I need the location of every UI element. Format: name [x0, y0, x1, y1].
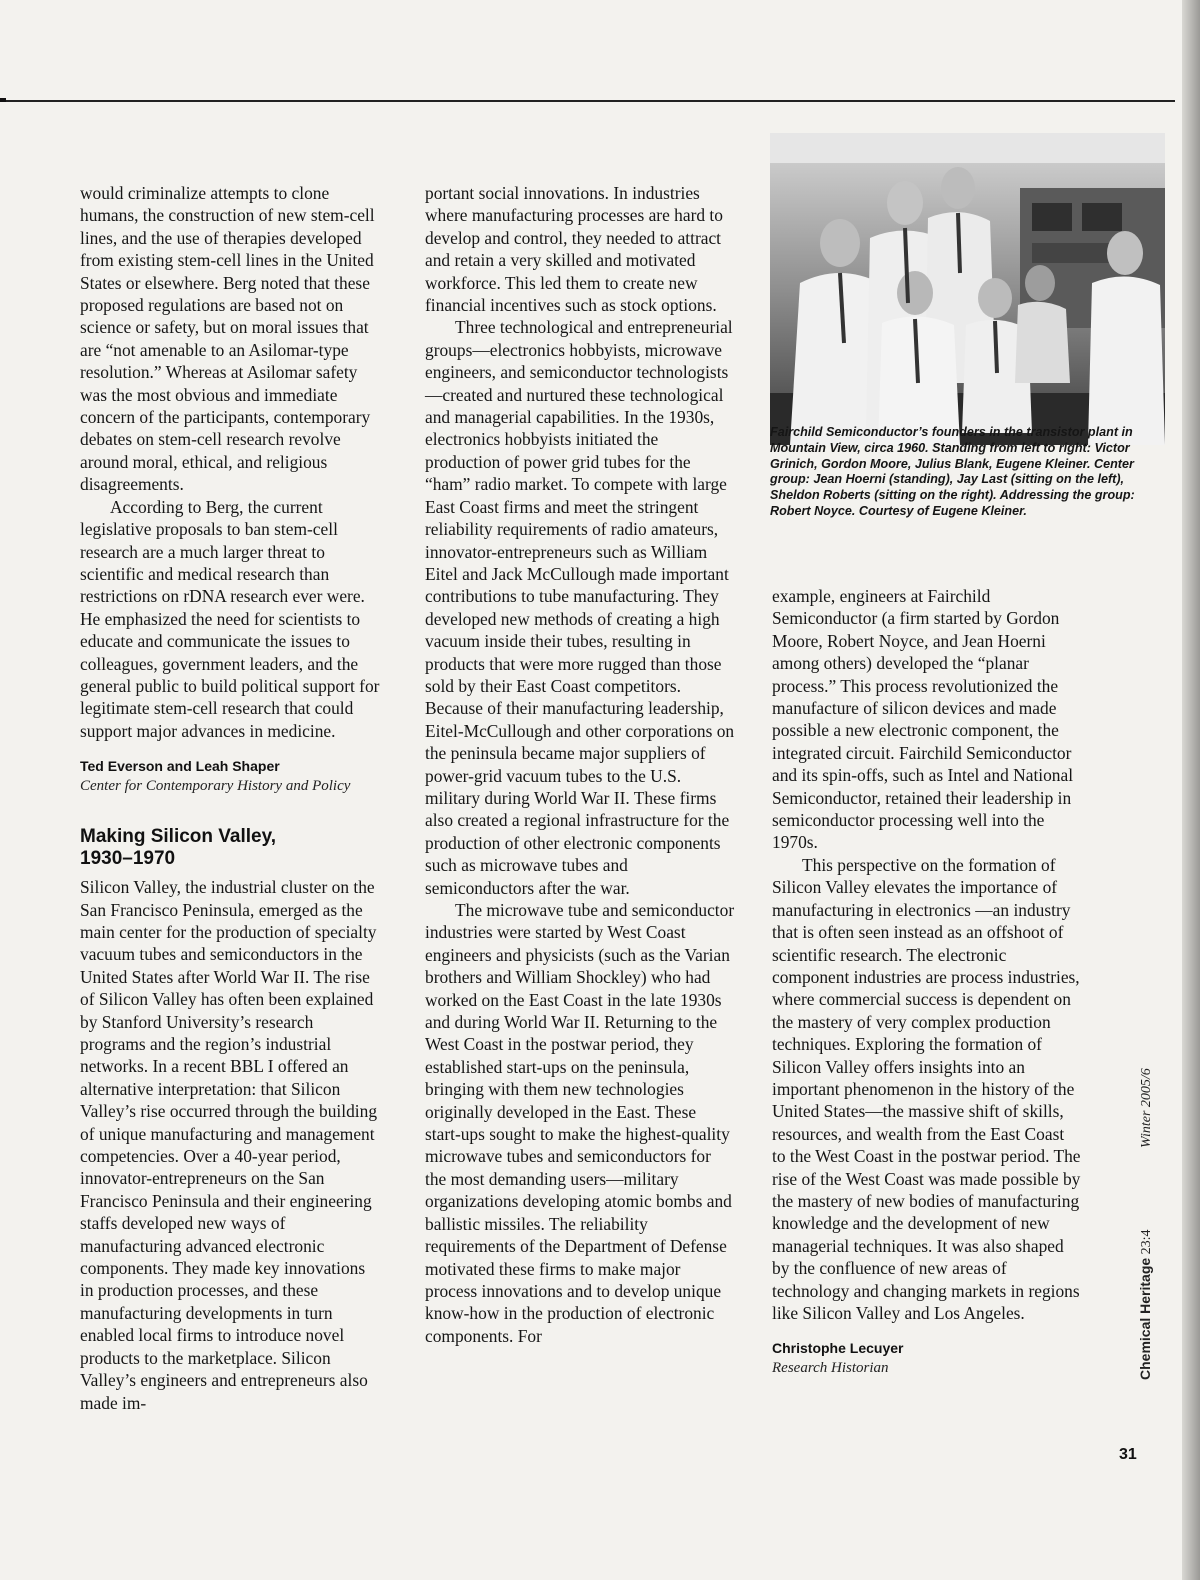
author-affiliation: Research Historian — [772, 1360, 889, 1377]
column-1 — [80, 182, 380, 1414]
header-rule — [0, 100, 1175, 102]
photo-caption: Fairchild Semiconductor’s founders in the transistor plant in Mountain View, circa 1960. Standing from left to right: Victor Grinich, Gordon Moore, Julius Blank, Eugene Kleiner. Center group: Jean Hoerni (standing), Jay Last (sitting on the left), Sheldon Roberts (sitting on the right). Addressing the group: Robert Noyce. Courtesy of Eugene Kleiner. — [770, 425, 1135, 518]
author-byline: Christophe Lecuyer — [772, 1340, 904, 1357]
paragraph: portant social innovations. In industries where manufacturing processes are hard to develop and control, they needed to attract and retain a very skilled and motivated workforce. This led them to create new financial incentives such as stock options. — [425, 183, 723, 316]
section-heading — [80, 826, 380, 870]
paragraph: The microwave tube and semiconductor industries were started by West Coast engineers and physicists (such as the Varian brothers and William Shockley) who had worked on the East Coast in the late 1930s and during World War II. Returning to the West Coast in the postwar period, they established start-ups on the peninsula, bringing with them new technologies originally developed in the East. These start-ups sought to make the highest-quality microwave tubes and semiconductors for the most demanding users—military organizations developing atomic bombs and ballistic missiles. The reliability requirements of the Department of Defense motivated these firms to make major process innovations and to develop unique know-how in the production of electronic components. For — [425, 900, 735, 1346]
column-3 — [772, 585, 1082, 1378]
author-affiliation: Center for Contemporary History and Policy — [80, 778, 351, 795]
page-number: 31 — [1119, 1446, 1137, 1463]
journal-issue: 23:4 — [1139, 1229, 1154, 1255]
photo-illustration — [770, 133, 1165, 445]
paragraph: This perspective on the formation of Silicon Valley elevates the importance of manufacturing in electronics —an industry that is often seen instead as an offshoot of scientific research. The electronic component industries are process industries, where commercial success is dependent on the mastery of very complex production techniques. Exploring the formation of Silicon Valley offers insights into an important phenomenon in the history of the United States—the massive shift of skills, resources, and wealth from the East Coast to the West Coast in the postwar period. The rise of the West Coast was made possible by the mastery of new bodies of manufacturing knowledge and the development of new managerial techniques. It was also shaped by the confluence of new areas of technology and changing markets in regions like Silicon Valley and Los Angeles. — [772, 854, 1081, 1323]
section-heading-line: Making Silicon Valley, — [80, 826, 277, 848]
column-2 — [425, 182, 735, 1347]
journal-name: Chemical Heritage — [1137, 1257, 1153, 1380]
fairchild-founders-photo — [770, 133, 1165, 445]
section-heading-line: 1930–1970 — [80, 848, 176, 870]
author-byline: Ted Everson and Leah Shaper — [80, 758, 280, 775]
paragraph: would criminalize attempts to clone humans, the construction of new stem-cell lines, and the use of therapies developed from existing stem-cell lines in the United States or elsewhere. Berg noted that these proposed regulations are based not on science or safety, but on moral issues that are “not amenable to an Asilomar-type resolution.” Whereas at Asilomar safety was the most obvious and immediate concern of the participants, contemporary debates on stem-cell research revolve around moral, ethical, and religious disagreements. — [80, 183, 375, 495]
paragraph: According to Berg, the current legislative proposals to ban stem-cell research are a much larger threat to scientific and medical research than restrictions on rDNA research ever were. He emphasized the need for scientists to educate and communicate the issues to colleagues, government leaders, and the general public to build political support for legitimate stem-cell research that could support major advances in medicine. — [80, 496, 380, 741]
paragraph: Silicon Valley, the industrial cluster on the San Francisco Peninsula, emerged as the main center for the production of specialty vacuum tubes and semiconductors in the United States after World War II. The rise of Silicon Valley has often been explained by Stanford University’s research programs and the region’s industrial networks. In a recent BBL I offered an alternative interpretation: that Silicon Valley’s rise occurred through the building of unique manufacturing and management competencies. Over a 40-year period, innovator-entrepreneurs on the San Francisco Peninsula and their engineering staffs developed new ways of manufacturing advanced electronic components. They made key innovations in production processes, and these manufacturing developments in turn enabled local firms to introduce novel products to the marketplace. Silicon Valley’s engineers and entrepreneurs also made im- — [80, 877, 378, 1413]
page-edge — [1182, 0, 1200, 1580]
journal-season: Winter 2005/6 — [1139, 1068, 1154, 1148]
paragraph: example, engineers at Fairchild Semiconductor (a firm started by Gordon Moore, Robert Noyce, and Jean Hoerni among others) developed the “planar process.” This process revolutionized the manufacture of silicon devices and made possible a new electronic component, the integrated circuit. Fairchild Semiconductor and its spin-offs, such as Intel and National Semiconductor, retained their leadership in semiconductor processing well into the 1970s. — [772, 586, 1074, 853]
journal-issue-label — [1137, 1068, 1155, 1380]
paragraph: Three technological and entrepreneurial groups—electronics hobbyists, microwave engineers, and semiconductor technologists—created and nurtured these technological and managerial capabilities. In the 1930s, electronics hobbyists initiated the production of power grid tubes for the “ham” radio market. To compete with large East Coast firms and meet the stringent reliability requirements of radio amateurs, innovator-entrepreneurs such as William Eitel and Jack McCullough made important contributions to tube manufacturing. They developed new methods of creating a high vacuum inside their tubes, resulting in products that were more rugged than those sold by their East Coast competitors. Because of their manufacturing leadership, Eitel-McCullough and other corporations on the peninsula became major suppliers of power-grid vacuum tubes to the U.S. military during World War II. These firms also created a regional infrastructure for the production of other electronic components such as microwave tubes and semiconductors after the war. — [425, 317, 735, 898]
rule-marker — [0, 98, 6, 102]
